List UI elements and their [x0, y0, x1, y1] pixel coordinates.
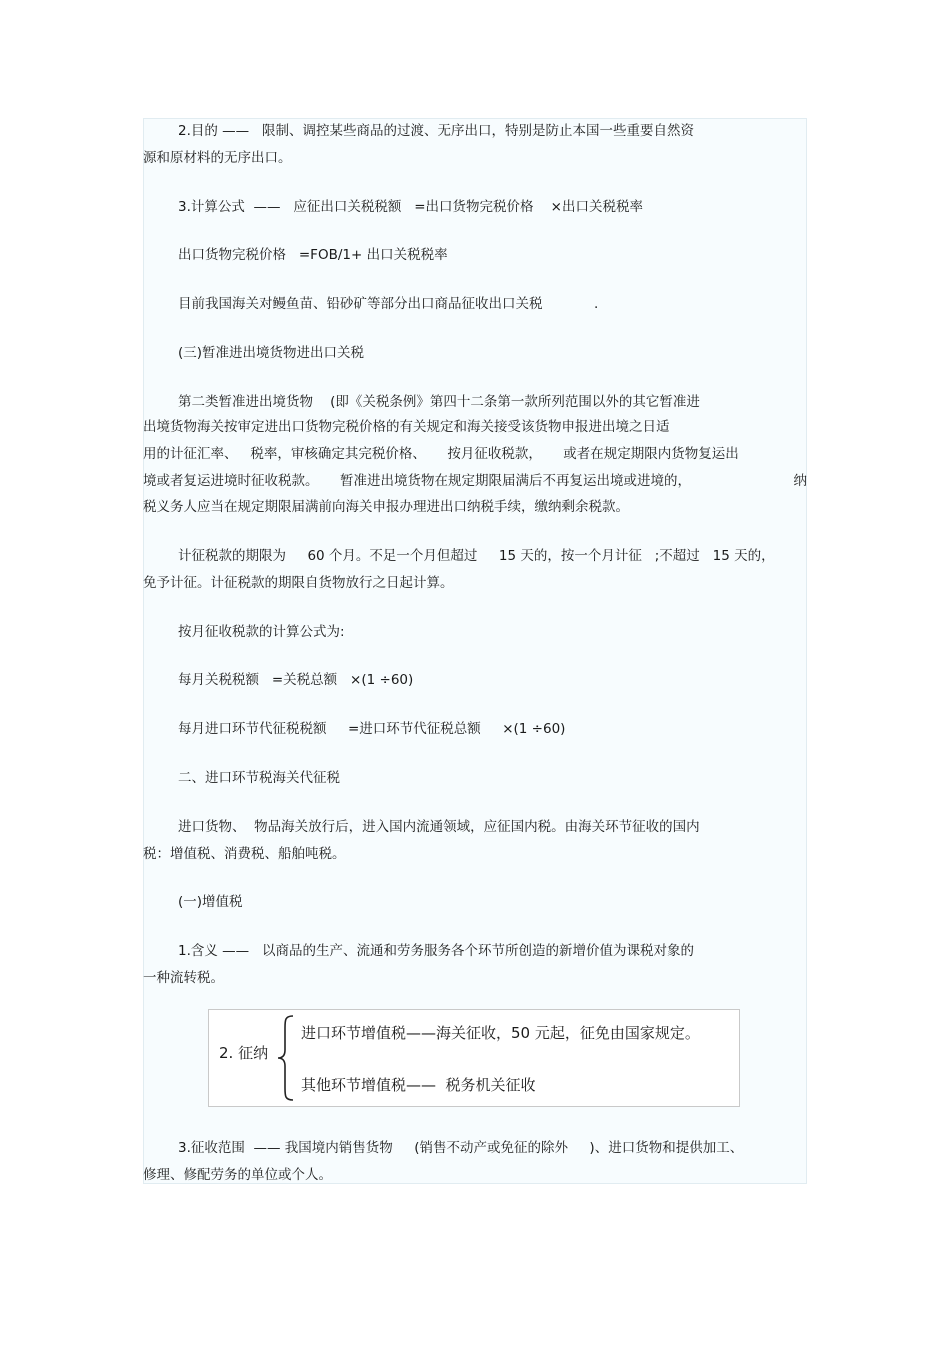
section-heading-2: 二、进口环节税海关代征税 [178, 770, 340, 786]
dutiable-price-line: 出口货物完税价格 =FOB/1+ 出口关税税率 [178, 247, 448, 263]
import-goods-line-2: 税：增值税、消费税、船舶吨税。 [143, 846, 346, 862]
temp-goods-line-4 [143, 472, 807, 490]
tax-period-line-1: 计征税款的期限为 60 个月。不足一个月但超过 15 天的，按一个月计征 ;不超过 15 天的， [178, 548, 775, 564]
temp-goods-line-2: 出境货物海关按审定进出口货物完税价格的有关规定和海关接受该货物申报进出境之日适 [143, 419, 670, 435]
monthly-tariff-formula: 每月关税税额 =关税总额 ×(1 ÷60) [178, 672, 414, 688]
temp-goods-line-3: 用的计征汇率、 税率，审核确定其完税价格、 按月征收税款， 或者在规定期限内货物复运出 [143, 446, 739, 462]
vat-definition-line-2: 一种流转税。 [143, 970, 224, 986]
import-goods-line-1: 进口货物、 物品海关放行后，进入国内流通领域，应征国内税。由海关环节征收的国内 [178, 819, 700, 835]
current-practice-line: 目前我国海关对鳗鱼苗、铅砂矿等部分出口商品征收出口关税 . [178, 296, 599, 312]
purpose-line-2: 源和原材料的无序出口。 [143, 150, 292, 166]
purpose-line-1: 2.目的 —— 限制、调控某些商品的过渡、无序出口，特别是防止本国一些重要自然资 [178, 123, 695, 139]
temp-goods-line-1: 第二类暂准进出境货物 (即《关税条例》第四十二条第一款所列范围以外的其它暂准进 [178, 394, 700, 410]
vat-definition-line-1: 1.含义 —— 以商品的生产、流通和劳务服务各个环节所创造的新增价值为课税对象的 [178, 943, 695, 959]
tax-period-line-2: 免予计征。计征税款的期限自货物放行之日起计算。 [143, 575, 454, 591]
collection-diagram-box [208, 1009, 740, 1107]
monthly-import-tax-formula: 每月进口环节代征税税额 =进口环节代征税总额 ×(1 ÷60) [178, 721, 566, 737]
temp-goods-line-4-text: 境或者复运进境时征收税款。 暂准进出境货物在规定期限届满后不再复运出境或进境的， [143, 473, 691, 489]
temp-goods-line-4-end: 纳 [793, 473, 807, 489]
other-vat-line: 其他环节增值税—— 税务机关征收 [301, 1076, 536, 1094]
collection-label: 2. 征纳 [219, 1044, 269, 1062]
temp-goods-line-5: 税义务人应当在规定期限届满前向海关申报办理进出口纳税手续，缴纳剩余税款。 [143, 499, 629, 515]
scope-line-2: 修理、修配劳务的单位或个人。 [143, 1167, 332, 1183]
scope-line-1: 3.征收范围 —— 我国境内销售货物 (销售不动产或免征的除外 )、进口货物和提供加工、 [178, 1140, 744, 1156]
formula-line: 3.计算公式 —— 应征出口关税税额 =出口货物完税价格 ×出口关税税率 [178, 199, 643, 215]
import-vat-line: 进口环节增值税——海关征收，50 元起，征免由国家规定。 [301, 1024, 700, 1042]
left-brace-icon [275, 1014, 297, 1102]
vat-heading: (一)增值税 [178, 894, 243, 910]
section-heading-3: (三)暂准进出境货物进出口关税 [178, 345, 365, 361]
monthly-formula-intro: 按月征收税款的计算公式为: [178, 624, 345, 640]
